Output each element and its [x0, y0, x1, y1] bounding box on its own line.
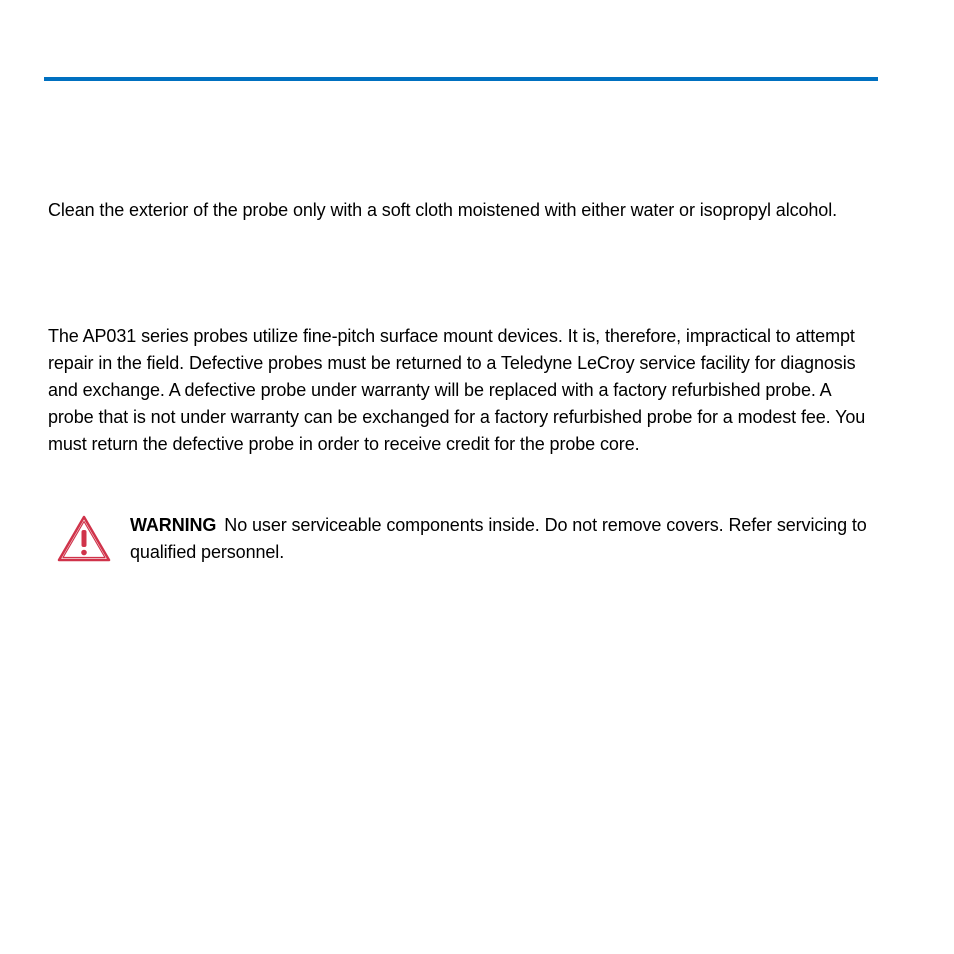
- warning-text-block: [130, 512, 878, 566]
- warning-triangle-icon: [56, 514, 112, 564]
- header-rule: [44, 77, 878, 81]
- warning-message: No user serviceable components inside. Do not remove covers. Refer servicing to qualified personnel.: [130, 515, 867, 562]
- repair-paragraph: The AP031 series probes utilize fine-pitch surface mount devices. It is, therefore, impractical to attempt repair in the field. Defective probes must be returned to a Teledyne LeCroy service facility for diagnosis and exchange. A defective probe under warranty will be replaced with a factory refurbished probe. A probe that is not under warranty can be exchanged for a factory refurbished probe for a modest fee. You must return the defective probe in order to receive credit for the probe core.: [48, 326, 866, 454]
- warning-notice: [56, 512, 878, 572]
- cleaning-paragraph: Clean the exterior of the probe only with a soft cloth moistened with either water or isopropyl alcohol.: [48, 200, 838, 220]
- warning-label: WARNING: [130, 515, 217, 535]
